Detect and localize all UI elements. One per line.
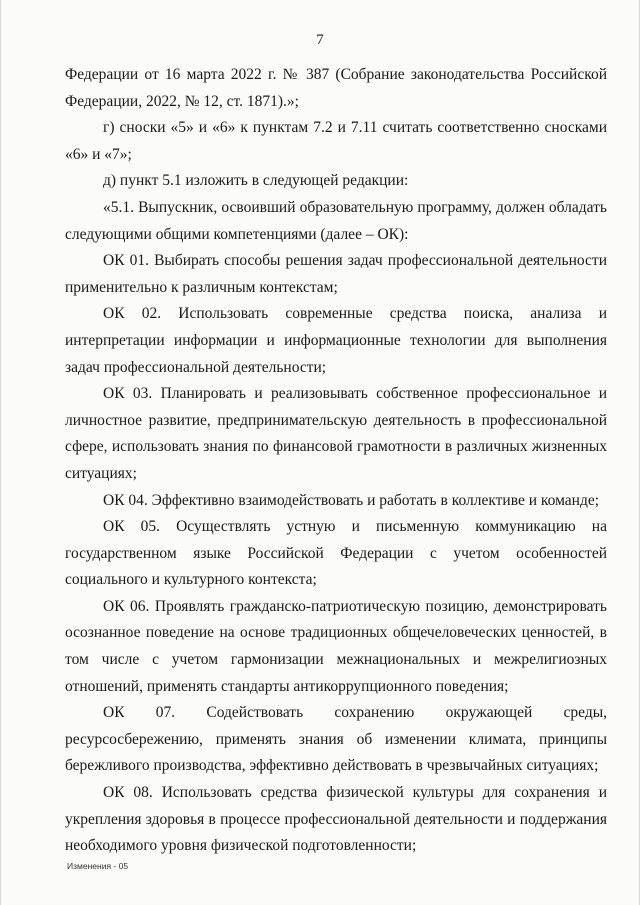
document-body <box>65 62 607 860</box>
competency-ok-08: ОК 08. Использовать средства физической культуры для сохранения и укрепления здоровья в процессе профессиональной деятельности и поддержания необходимого уровня физической подготовленности; <box>65 784 607 855</box>
competency-ok-06: ОК 06. Проявлять гражданско-патриотическую позицию, демонстрировать осознанное поведение на основе традиционных общечеловеческих ценностей, в том числе с учетом гармонизации межнациональных и межрелигиозных отношений, применять стандарты антикоррупционного поведения; <box>65 597 607 695</box>
paragraph-5-1: «5.1. Выпускник, освоивший образовательную программу, должен обладать следующими общими компетенциями (далее – ОК): <box>65 198 607 243</box>
competency-ok-01: ОК 01. Выбирать способы решения задач профессиональной деятельности применительно к различным контекстам; <box>65 252 607 296</box>
competency-ok-07: ОК 07. Содействовать сохранению окружающей среды, ресурсосбережению, применять знания об изменении климата, принципы бережливого производства, эффективно действовать в чрезвычайных ситуациях; <box>65 704 607 775</box>
competency-ok-02: ОК 02. Использовать современные средства поиска, анализа и интерпретации информации и информационные технологии для выполнения задач профессиональной деятельности; <box>65 305 607 376</box>
competency-ok-05: ОК 05. Осуществлять устную и письменную коммуникацию на государственном языке Российской Федерации с учетом особенностей социального и культурного контекста; <box>65 518 607 589</box>
competency-ok-03: ОК 03. Планировать и реализовывать собственное профессиональное и личностное развитие, предпринимательскую деятельность в профессиональной сфере, использовать знания по финансовой грамотности в различных жизненных ситуациях; <box>65 385 607 482</box>
footer-revision-note: Изменения - 05 <box>67 861 129 871</box>
paragraph-item-d: д) пункт 5.1 изложить в следующей редакции: <box>103 172 409 190</box>
paragraph-footnotes: г) сноски «5» и «6» к пунктам 7.2 и 7.11 считать соответственно сносками «6» и «7»; <box>65 119 607 163</box>
competency-ok-04: ОК 04. Эффективно взаимодействовать и работать в коллективе и команде; <box>103 491 600 509</box>
page-number: 7 <box>316 32 324 48</box>
paragraph-continuation: Федерации от 16 марта 2022 г. № 387 (Собрание законодательства Российской Федерации, 2022, № 12, ст. 1871).»; <box>65 66 607 110</box>
